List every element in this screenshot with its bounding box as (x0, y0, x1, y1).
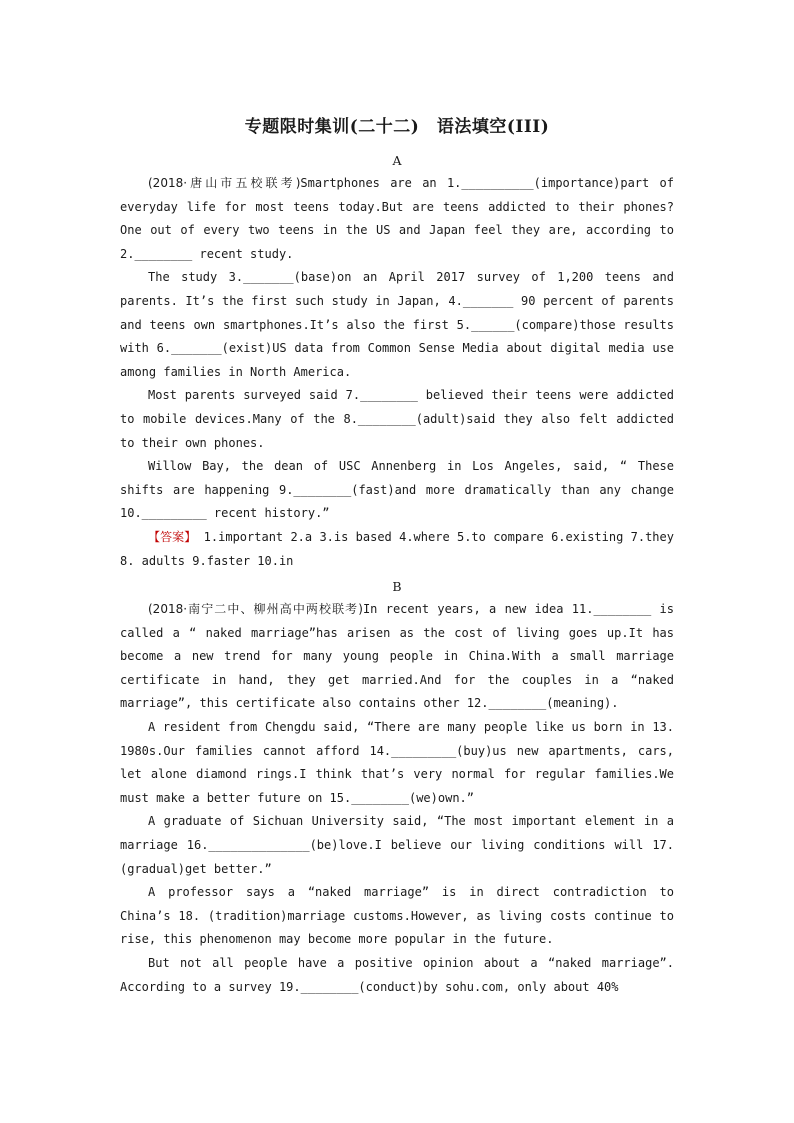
section-b-paragraph-1 (120, 598, 674, 716)
section-b-source: (2018·南宁二中、柳州高中两校联考) (148, 602, 363, 617)
section-b-paragraph-5: But not all people have a positive opinion about a “naked marriage”. According to a survey 19.________(conduct)by sohu.com, only about 40% (120, 956, 674, 994)
section-b-paragraph-1-text: In recent years, a new idea 11.________ is called a “ naked marriage”has arisen as the cost of living goes up.It has become a new trend for many young people in China.With a small marriage certificate in hand, they get married.And for the couples in a “naked marriage”, this certificate also contains other 12.________(meaning). (120, 602, 675, 711)
section-a (120, 153, 674, 573)
section-a-paragraph-3: Most parents surveyed said 7.________ believed their teens were addicted to mobile devices.Many of the 8.________(adult)said they also felt addicted to their own phones. (120, 388, 674, 450)
section-a-answer (120, 526, 674, 573)
document-page (120, 112, 674, 999)
section-b (120, 579, 674, 999)
section-b-label: B (392, 579, 402, 595)
document-title: 专题限时集训(二十二) 语法填空(III) (244, 117, 550, 137)
section-b-paragraph-4: A professor says a “naked marriage” is in direct contradiction to China’s 18. (tradition)marriage customs.However, as living costs continue to rise, this phenomenon may become more popular in the future. (120, 885, 674, 947)
answer-label: 【答案】 (148, 529, 197, 544)
answer-text: 1.important 2.a 3.is based 4.where 5.to compare 6.existing 7.they 8. adults 9.faster 10.in (120, 529, 674, 568)
section-a-source: (2018·唐山市五校联考) (148, 176, 301, 190)
section-b-paragraph-2: A resident from Chengdu said, “There are many people like us born in 13. 1980s.Our families cannot afford 14._________(buy)us new apartments, cars, let alone diamond rings.I think that’s very normal for regular families.We must make a better future on 15.________(we)own.” (120, 720, 674, 805)
section-a-paragraph-1-text: Smartphones are an 1.__________(importance)part of everyday life for most teens today.But are teens addicted to their phones? One out of every two teens in the US and Japan feel they are, according to 2.________ recent study. (120, 176, 675, 261)
section-a-paragraph-4: Willow Bay, the dean of USC Annenberg in Los Angeles, said, “ These shifts are happening 9.________(fast)and more dramatically than any change 10._________ recent history.” (120, 459, 674, 521)
section-a-label: A (392, 153, 402, 168)
section-a-paragraph-2: The study 3._______(base)on an April 2017 survey of 1,200 teens and parents. It’s the first such study in Japan, 4._______ 90 percent of parents and teens own smartphones.It’s also the first 5.______(compare)those results with 6._______(exist)US data from Common Sense Media about digital media use among families in North America. (120, 270, 674, 379)
section-b-paragraph-3: A graduate of Sichuan University said, “The most important element in a marriage 16.______________(be)love.I believe our living conditions will 17. (gradual)get better.” (120, 814, 674, 876)
section-a-paragraph-1 (120, 172, 674, 266)
